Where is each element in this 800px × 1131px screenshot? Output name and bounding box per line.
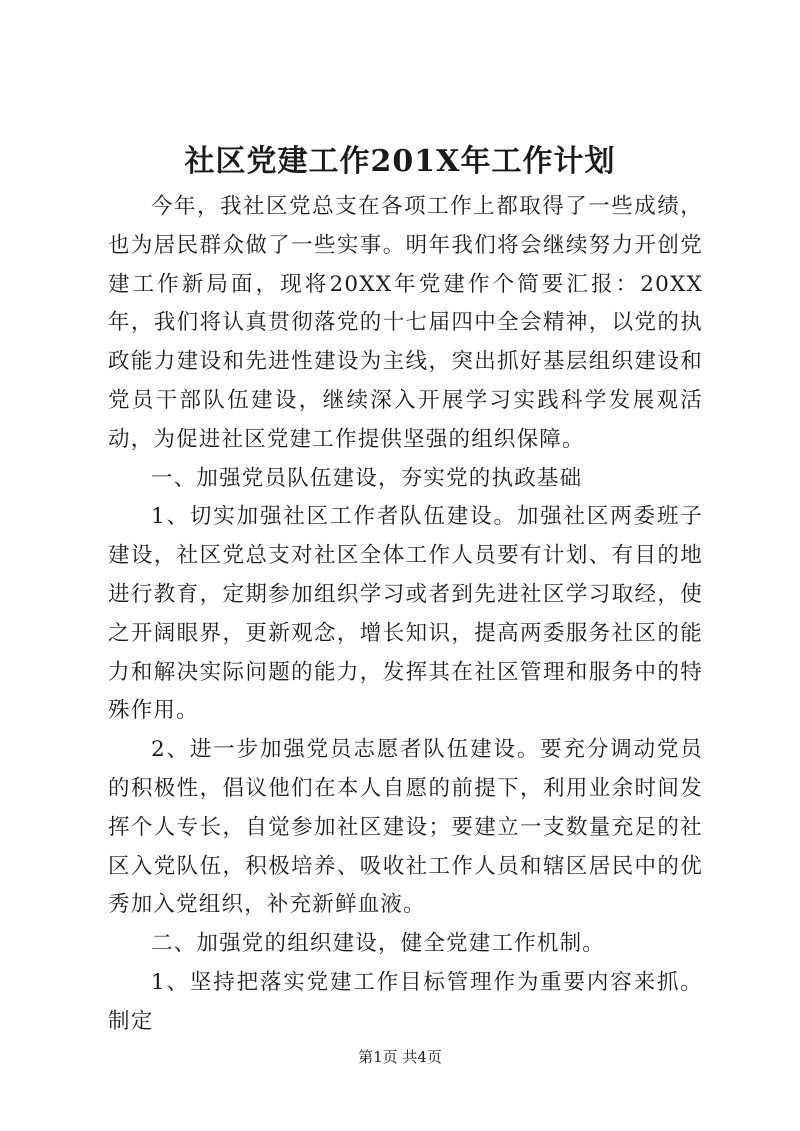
document-title: 社区党建工作201X年工作计划 <box>184 144 616 179</box>
document-body <box>108 188 703 1042</box>
page-footer: 第1页 共4页 <box>358 1048 442 1066</box>
section-heading-1: 一、加强党员队伍建设，夯实党的执政基础 <box>151 465 583 491</box>
paragraph-intro: 今年，我社区党总支在各项工作上都取得了一些成绩，也为居民群众做了一些实事。明年我们将会继续努力开创党建工作新局面，现将20XX年党建作个简要汇报：20XX年，我们将认真贯彻落党的十七届四中全会精神，以党的执政能力建设和先进性建设为主线，突出抓好基层组织建设和党员干部队伍建设，继续深入开展学习实践科学发展观活动，为促进社区党建工作提供坚强的组织保障。 <box>108 194 703 452</box>
paragraph-2-1: 1、坚持把落实党建工作目标管理作为重要内容来抓。制定 <box>108 969 703 1034</box>
paragraph-1-2: 2、进一步加强党员志愿者队伍建设。要充分调动党员的积极性，倡议他们在本人自愿的前提下，利用业余时间发挥个人专长，自觉参加社区建设；要建立一支数量充足的社区入党队伍，积极培养、吸收社工作人员和辖区居民中的优秀加入党组织，补充新鲜血液。 <box>108 737 703 918</box>
paragraph-1-1: 1、切实加强社区工作者队伍建设。加强社区两委班子建设，社区党总支对社区全体工作人员要有计划、有目的地进行教育，定期参加组织学习或者到先进社区学习取经，使之开阔眼界，更新观念，增长知识，提高两委服务社区的能力和解决实际问题的能力，发挥其在社区管理和服务中的特殊作用。 <box>108 504 703 724</box>
section-heading-2: 二、加强党的组织建设，健全党建工作机制。 <box>151 931 606 957</box>
